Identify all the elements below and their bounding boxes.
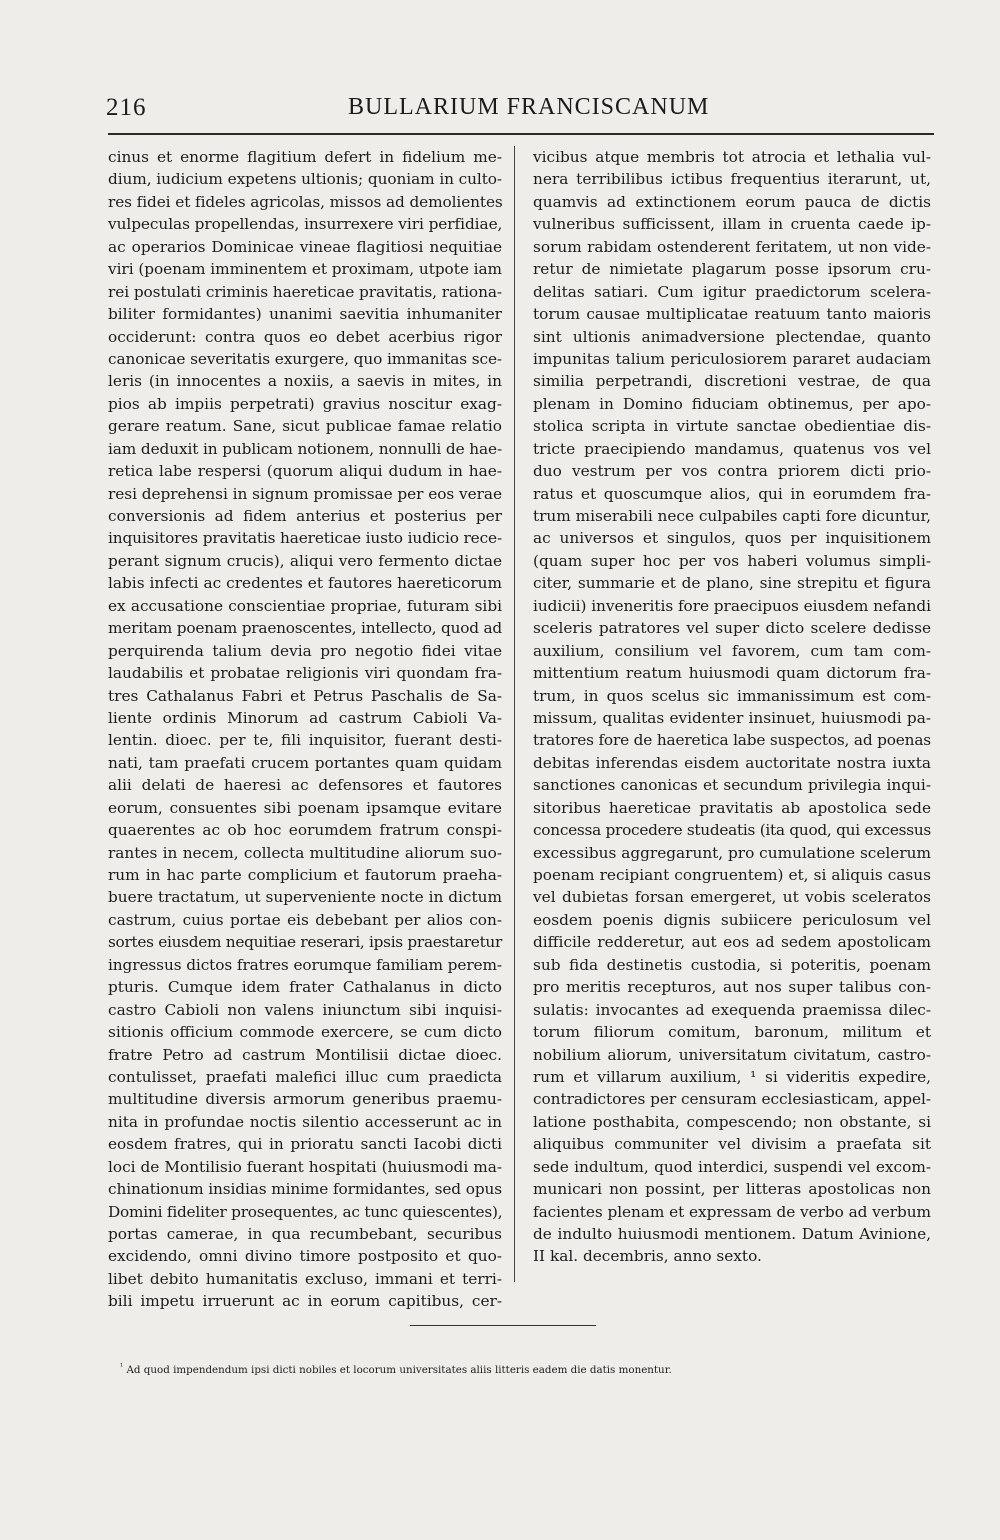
footnote bbox=[120, 1360, 920, 1377]
text-line: nita in profundae noctis silentio accesserunt ac in bbox=[108, 1112, 502, 1131]
text-line: delitas satiari. Cum igitur praedictorum scelera- bbox=[533, 282, 931, 301]
text-line: plenam in Domino fiduciam obtinemus, per apo- bbox=[533, 394, 931, 413]
text-line: latione posthabita, compescendo; non obstante, si bbox=[533, 1112, 931, 1131]
text-line: meritam poenam praenoscentes, intellecto, quod ad bbox=[108, 619, 502, 638]
text-line: resi deprehensi in signum promissae per eos verae bbox=[108, 484, 502, 503]
text-line: sorum rabidam ostenderent feritatem, ut non vide- bbox=[533, 237, 931, 256]
text-line: ac universos et singulos, quos per inquisitionem bbox=[533, 529, 931, 548]
text-line: aliquibus communiter vel divisim a praefata sit bbox=[533, 1135, 931, 1154]
footnote-text: Ad quod impendendum ipsi dicti nobiles et locorum universitates aliis litteris eadem die datis monentur. bbox=[126, 1364, 672, 1376]
text-line: de indulto huiusmodi mentionem. Datum Avinione, bbox=[533, 1225, 931, 1243]
text-line: libet debito humanitatis excluso, immani et terri- bbox=[108, 1269, 502, 1288]
text-line: sceleris patratores vel super dicto scelere dedisse bbox=[533, 619, 931, 638]
text-line: vicibus atque membris tot atrocia et lethalia vul- bbox=[533, 148, 931, 166]
column-divider bbox=[514, 146, 515, 1282]
text-line: municari non possint, per litteras apostolicas non bbox=[533, 1180, 931, 1199]
text-line: lentin. dioec. per te, fili inquisitor, fuerant desti- bbox=[108, 731, 502, 750]
text-line: pios ab impiis perpetrati) gravius noscitur exag- bbox=[108, 394, 502, 413]
text-line: nera terribilibus ictibus frequentius iterarunt, ut, bbox=[533, 170, 931, 189]
text-line: bili impetu irruerunt ac in eorum capitibus, cer- bbox=[108, 1292, 502, 1311]
text-line: Domini fideliter prosequentes, ac tunc quiescentes), bbox=[108, 1202, 503, 1221]
text-line: eorum, consuentes sibi poenam ipsamque evitare bbox=[108, 798, 502, 817]
text-line: debitas inferendas eisdem auctoritate nostra iuxta bbox=[533, 753, 931, 772]
text-line: pro meritis recepturos, aut nos super talibus con- bbox=[533, 978, 931, 997]
text-line: mittentium reatum huiusmodi quam dictorum fra- bbox=[533, 664, 931, 683]
text-line: quaerentes ac ob hoc eorumdem fratrum conspi- bbox=[108, 821, 502, 840]
left-text-column bbox=[108, 146, 502, 1313]
running-title: BULLARIUM FRANCISCANUM bbox=[348, 94, 710, 120]
text-line: contulisset, praefati malefici illuc cum praedicta bbox=[108, 1067, 502, 1086]
text-line: loci de Montilisio fuerant hospitati (huiusmodi ma- bbox=[108, 1157, 502, 1176]
text-line: sulatis: invocantes ad exequenda praemissa dilec- bbox=[533, 1000, 931, 1019]
text-line: fratre Petro ad castrum Montilisii dictae dioec. bbox=[108, 1045, 502, 1064]
header-rule bbox=[108, 133, 934, 135]
text-line: rei postulati criminis haereticae pravitatis, rationa- bbox=[108, 282, 502, 301]
text-line: multitudine diversis armorum generibus praemu- bbox=[108, 1090, 502, 1109]
text-line: sanctiones canonicas et secundum privilegia inqui- bbox=[533, 776, 931, 795]
text-line: tres Cathalanus Fabri et Petrus Paschalis de Sa- bbox=[108, 686, 502, 705]
text-line: vulneribus sufficissent, illam in cruenta caede ip- bbox=[533, 215, 931, 234]
text-line: concessa procedere studeatis (ita quod, qui excessus bbox=[533, 821, 931, 840]
text-line: ingressus dictos fratres eorumque familiam perem- bbox=[108, 955, 502, 974]
text-line: buere tractatum, ut superveniente nocte in dictum bbox=[108, 888, 502, 907]
text-line: torum causae multiplicatae reatuum tanto maioris bbox=[533, 305, 931, 324]
text-line: nobilium aliorum, universitatum civitatum, castro- bbox=[533, 1045, 931, 1064]
text-line: iam deduxit in publicam notionem, nonnulli de hae- bbox=[108, 439, 502, 458]
text-line: auxilium, consilium vel favorem, cum tam com- bbox=[533, 641, 931, 660]
text-line: ratus et quoscumque alios, qui in eorumdem fra- bbox=[533, 484, 931, 503]
text-line: dium, iudicium expetens ultionis; quoniam in culto- bbox=[108, 170, 502, 189]
text-line: alii delati de haeresi ac defensores et fautores bbox=[108, 776, 502, 795]
text-line: occiderunt: contra quos eo debet acerbius rigor bbox=[108, 327, 502, 346]
text-line: II kal. decembris, anno sexto. bbox=[533, 1247, 762, 1266]
text-line: quamvis ad extinctionem eorum pauca de dictis bbox=[533, 192, 931, 211]
text-line: labis infecti ac credentes et fautores haereticorum bbox=[108, 574, 502, 593]
text-line: laudabilis et probatae religionis viri quondam fra- bbox=[108, 664, 502, 683]
page-number: 216 bbox=[106, 94, 147, 121]
text-line: contradictores per censuram ecclesiasticam, appel- bbox=[533, 1090, 931, 1109]
text-line: vulpeculas propellendas, insurrexere viri perfidiae, bbox=[108, 215, 503, 234]
text-line: ex accusatione conscientiae propriae, futuram sibi bbox=[108, 596, 502, 615]
text-line: similia perpetrandi, discretioni vestrae, de qua bbox=[533, 372, 931, 391]
text-line: vel dubietas forsan emergeret, ut vobis sceleratos bbox=[533, 888, 931, 907]
text-line: rantes in necem, collecta multitudine aliorum suo- bbox=[108, 843, 502, 862]
text-line: excessibus aggregarunt, pro cumulatione scelerum bbox=[533, 843, 931, 862]
text-line: excidendo, omni divino timore postposito et quo- bbox=[108, 1247, 502, 1266]
text-line: sitionis officium commode exercere, se cum dicto bbox=[108, 1023, 502, 1042]
text-line: sede indultum, quod interdici, suspendi vel excom- bbox=[533, 1157, 931, 1176]
text-line: citer, summarie et de plano, sine strepitu et figura bbox=[533, 574, 931, 593]
text-line: sub fida destinetis custodia, si poteritis, poenam bbox=[533, 955, 931, 974]
footnote-rule bbox=[410, 1325, 596, 1326]
text-line: iudicii) inveneritis fore praecipuos eiusdem nefandi bbox=[533, 596, 931, 615]
text-line: pturis. Cumque idem frater Cathalanus in dicto bbox=[108, 978, 502, 997]
text-line: trum, in quos scelus sic immanissimum est com- bbox=[533, 686, 931, 705]
text-line: trum miserabili nece culpabiles capti fore dicuntur, bbox=[533, 507, 931, 525]
text-line: inquisitores pravitatis haereticae iusto iudicio rece- bbox=[108, 529, 502, 548]
text-line: biliter formidantes) unanimi saevitia inhumaniter bbox=[108, 305, 502, 324]
text-line: facientes plenam et expressam de verbo ad verbum bbox=[533, 1202, 931, 1221]
text-line: torum filiorum comitum, baronum, militum et bbox=[533, 1023, 931, 1042]
text-line: sortes eiusdem nequitiae reserari, ipsis praestaretur bbox=[108, 933, 502, 952]
text-line: impunitas talium periculosiorem pararet audaciam bbox=[533, 349, 931, 368]
text-line: cinus et enorme flagitium defert in fidelium me- bbox=[108, 148, 502, 166]
text-line: retica labe respersi (quorum aliqui dudum in hae- bbox=[108, 462, 502, 481]
text-line: duo vestrum per vos contra priorem dicti prio- bbox=[533, 462, 931, 481]
text-line: leris (in innocentes a noxiis, a saevis in mites, in bbox=[108, 372, 502, 391]
text-line: eosdem poenis dignis subiicere periculosum vel bbox=[533, 910, 931, 929]
text-line: rum in hac parte complicium et fautorum praeha- bbox=[108, 866, 502, 884]
footnote-marker: ¹ bbox=[120, 1362, 124, 1371]
text-line: rum et villarum auxilium, ¹ si videritis expedire, bbox=[533, 1067, 931, 1086]
text-line: sint ultionis animadversione plectendae, quanto bbox=[533, 327, 931, 346]
text-line: stolica scripta in virtute sanctae obedientiae dis- bbox=[533, 417, 931, 436]
text-line: difficile redderetur, aut eos ad sedem apostolicam bbox=[533, 933, 931, 952]
text-line: nati, tam praefati crucem portantes quam quidam bbox=[108, 753, 502, 772]
text-line: castro Cabioli non valens iniunctum sibi inquisi- bbox=[108, 1000, 502, 1019]
text-line: missum, qualitas evidenter insinuet, huiusmodi pa- bbox=[533, 708, 931, 727]
text-line: tratores fore de haeretica labe suspectos, ad poenas bbox=[533, 731, 931, 750]
right-text-column bbox=[533, 146, 931, 1268]
text-line: chinationum insidias minime formidantes, sed opus bbox=[108, 1180, 502, 1199]
text-line: portas camerae, in qua recumbebant, securibus bbox=[108, 1225, 502, 1243]
text-line: perquirenda talium devia pro negotio fidei vitae bbox=[108, 641, 502, 660]
text-line: (quam super hoc per vos haberi volumus simpli- bbox=[533, 551, 931, 570]
text-line: eosdem fratres, qui in prioratu sancti Iacobi dicti bbox=[108, 1135, 502, 1154]
text-line: sitoribus haereticae pravitatis ab apostolica sede bbox=[533, 798, 931, 817]
text-line: canonicae severitatis exurgere, quo immanitas sce- bbox=[108, 349, 502, 368]
text-line: castrum, cuius portae eis debebant per alios con- bbox=[108, 910, 502, 929]
text-line: perant signum crucis), aliqui vero fermento dictae bbox=[108, 551, 502, 570]
text-line: gerare reatum. Sane, sicut publicae famae relatio bbox=[108, 417, 502, 436]
text-line: poenam recipiant congruentem) et, si aliquis casus bbox=[533, 866, 931, 884]
text-line: conversionis ad fidem anterius et posterius per bbox=[108, 507, 502, 525]
text-line: retur de nimietate plagarum posse ipsorum cru- bbox=[533, 260, 931, 279]
text-line: liente ordinis Minorum ad castrum Cabioli Va- bbox=[108, 708, 502, 727]
text-line: ac operarios Dominicae vineae flagitiosi nequitiae bbox=[108, 237, 502, 256]
text-line: res fidei et fideles agricolas, missos ad demolientes bbox=[108, 192, 503, 211]
text-line: viri (poenam imminentem et proximam, utpote iam bbox=[108, 260, 502, 279]
text-line: tricte praecipiendo mandamus, quatenus vos vel bbox=[533, 439, 931, 458]
